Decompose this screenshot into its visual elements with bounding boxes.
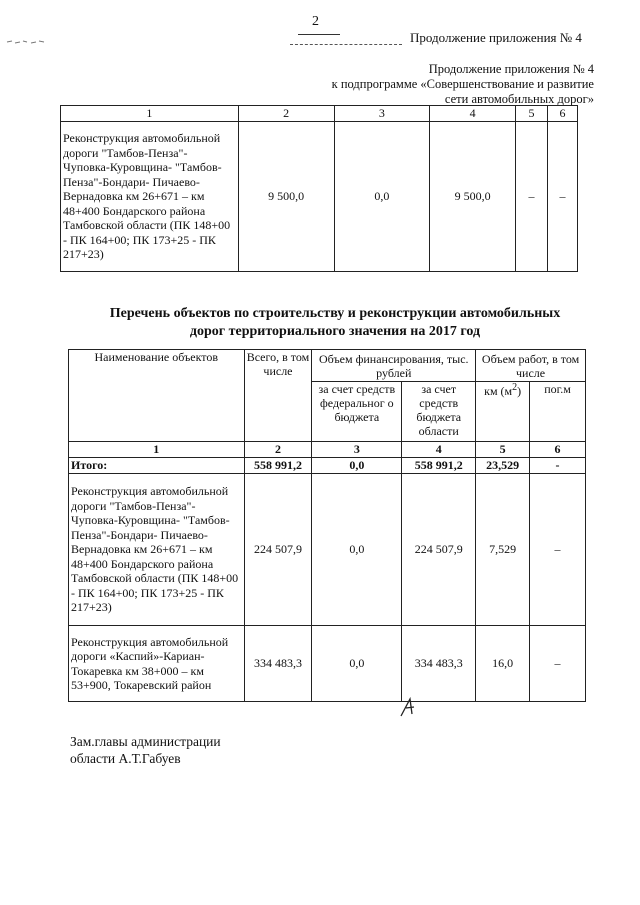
col-number: 6 (530, 442, 586, 458)
km-value: 7,529 (476, 474, 530, 626)
header-total: Всего, в том числе (244, 350, 312, 442)
col-number: 4 (430, 106, 516, 122)
column-number-row (61, 106, 578, 122)
col-number: 5 (476, 442, 530, 458)
continuation-line-2: к подпрограмме «Совершенствование и развитие (331, 77, 594, 91)
federal-value: 0,0 (334, 122, 430, 272)
header-km-close: ) (517, 384, 522, 398)
federal-value: 0,0 (312, 626, 402, 702)
header-name: Наименование объектов (69, 350, 245, 442)
header-works: Объем работ, в том числе (476, 350, 586, 382)
continuation-note-top: Продолжение приложения № 4 (410, 30, 582, 45)
col-number: 1 (69, 442, 245, 458)
col-number: 5 (516, 106, 548, 122)
total-row (69, 458, 586, 474)
col-number: 2 (238, 106, 334, 122)
km-value: – (516, 122, 548, 272)
regional-value: 9 500,0 (430, 122, 516, 272)
header-km-label: км (м (484, 384, 513, 398)
km-value: 16,0 (476, 626, 530, 702)
section-title (70, 305, 600, 341)
signature-mark-icon (398, 696, 424, 718)
header-row (69, 350, 586, 382)
continuation-table (60, 105, 578, 272)
table-row (69, 474, 586, 626)
objects-table (68, 349, 586, 702)
col-number: 2 (244, 442, 312, 458)
signature-position: Зам.главы администрации (70, 734, 221, 749)
section-title-line-2: дорог территориального значения на 2017 год (189, 324, 481, 339)
signature-name: области А.Т.Габуев (70, 751, 181, 766)
object-name: Реконструкция автомобильной дороги «Каспий»-Кариан-Токаревка км 38+000 – км 53+900, Токаревский район (69, 626, 245, 702)
total-value: 224 507,9 (244, 474, 312, 626)
col-number: 1 (61, 106, 239, 122)
table-row (69, 626, 586, 702)
header-km (476, 382, 530, 442)
table-row (61, 122, 578, 272)
col-number: 3 (334, 106, 430, 122)
col-number: 4 (402, 442, 476, 458)
header-federal: за счет средств федеральног о бюджета (312, 382, 402, 442)
signature-block (70, 733, 221, 767)
total-value: 334 483,3 (244, 626, 312, 702)
pm-value: – (530, 626, 586, 702)
header-pm: пог.м (530, 382, 586, 442)
continuation-line-3: сети автомобильных дорог» (444, 92, 594, 106)
margin-mark-icon (6, 36, 46, 48)
pm-value: – (548, 122, 578, 272)
object-name: Реконструкция автомобильной дороги "Тамбов-Пенза"- Чуповка-Куровщина- "Тамбов-Пенза"-Бондари- Пичаево-Вернадовка км 26+671 – км 48+400 Бондарского района Тамбовской области (ПК 148+00 - ПК 164+00; ПК 173+25 - ПК 217+23) (61, 122, 239, 272)
header-rule (290, 44, 402, 45)
regional-value: 224 507,9 (402, 474, 476, 626)
pm-value: – (530, 474, 586, 626)
column-number-row (69, 442, 586, 458)
col-number: 6 (548, 106, 578, 122)
km-value: 23,529 (476, 458, 530, 474)
header-km-sup: 2 (512, 382, 518, 393)
section-title-line-1: Перечень объектов по строительству и реконструкции автомобильных (109, 306, 561, 321)
total-value: 9 500,0 (238, 122, 334, 272)
header-funding: Объем финансирования, тыс. рублей (312, 350, 476, 382)
continuation-note-block (332, 62, 594, 107)
total-label: Итого: (69, 458, 245, 474)
header-regional: за счет средств бюджета области (402, 382, 476, 442)
total-value: 558 991,2 (244, 458, 312, 474)
regional-value: 558 991,2 (402, 458, 476, 474)
pm-value: - (530, 458, 586, 474)
page-number-underline (298, 34, 340, 35)
page-number: 2 (312, 14, 319, 29)
col-number: 3 (312, 442, 402, 458)
federal-value: 0,0 (312, 474, 402, 626)
continuation-line-1: Продолжение приложения № 4 (428, 62, 594, 76)
regional-value: 334 483,3 (402, 626, 476, 702)
federal-value: 0,0 (312, 458, 402, 474)
object-name: Реконструкция автомобильной дороги "Тамбов-Пенза"- Чуповка-Куровщина- "Тамбов-Пенза"-Бондари- Пичаево-Вернадовка км 26+671 – км 48+400 Бондарского района Тамбовской области (ПК 148+00 - ПК 164+00; ПК 173+25 - ПК 217+23) (69, 474, 245, 626)
